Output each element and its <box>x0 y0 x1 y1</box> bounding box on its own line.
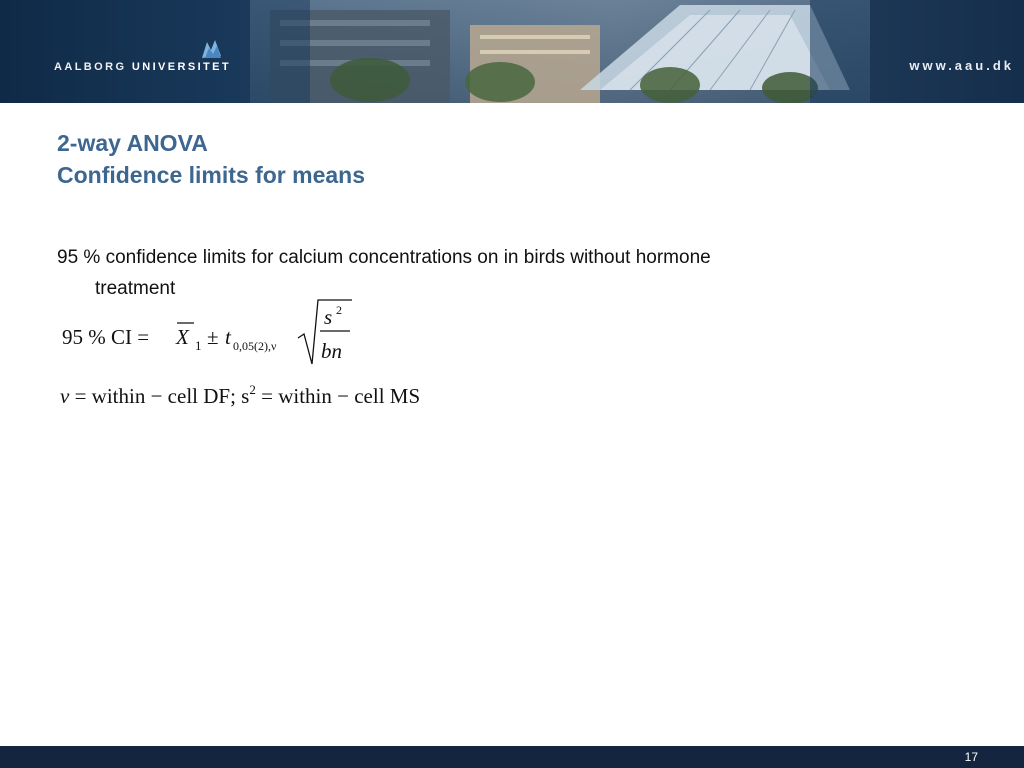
bullet-line-2: treatment <box>95 278 176 299</box>
formula-denominator: bn <box>321 339 342 363</box>
formula-part1: = within − cell DF; s <box>69 384 250 408</box>
footer-bar <box>0 746 1024 768</box>
logo-word-universitet: UNIVERSITET <box>131 61 232 73</box>
formula-xbar: X <box>176 325 189 349</box>
formula-t-sub: 0,05(2),ν <box>233 339 277 353</box>
header-banner <box>0 0 1024 103</box>
formula-lhs: 95 % CI = <box>62 325 150 349</box>
title-line-1: 2-way ANOVA <box>57 130 208 156</box>
campus-building-photo <box>250 0 870 103</box>
aau-logo-icon <box>199 38 225 60</box>
bullet-text <box>57 242 917 304</box>
slide-title <box>57 127 365 191</box>
formula-xbar-sub: 1 <box>195 338 202 353</box>
confidence-interval-formula <box>62 296 362 368</box>
formula-t: t <box>225 325 231 349</box>
formula-part2: = within − cell MS <box>255 384 421 408</box>
formula-s-sup: 2 <box>249 382 256 397</box>
logo-text <box>54 61 231 73</box>
university-logo[interactable] <box>54 38 244 78</box>
page-number: 17 <box>964 750 978 764</box>
formula-numerator: s <box>324 305 333 329</box>
formula-numerator-sup: 2 <box>336 303 342 317</box>
bullet-line-1: 95 % confidence limits for calcium concentrations on in birds without hormone <box>57 247 711 268</box>
formula-nu: ν <box>60 384 70 408</box>
logo-word-aalborg: AALBORG <box>54 61 127 73</box>
title-line-2: Confidence limits for means <box>57 162 366 188</box>
nu-definition-formula <box>60 382 420 409</box>
formula-plusminus: ± <box>207 325 219 349</box>
website-url[interactable]: www.aau.dk <box>909 58 1014 73</box>
